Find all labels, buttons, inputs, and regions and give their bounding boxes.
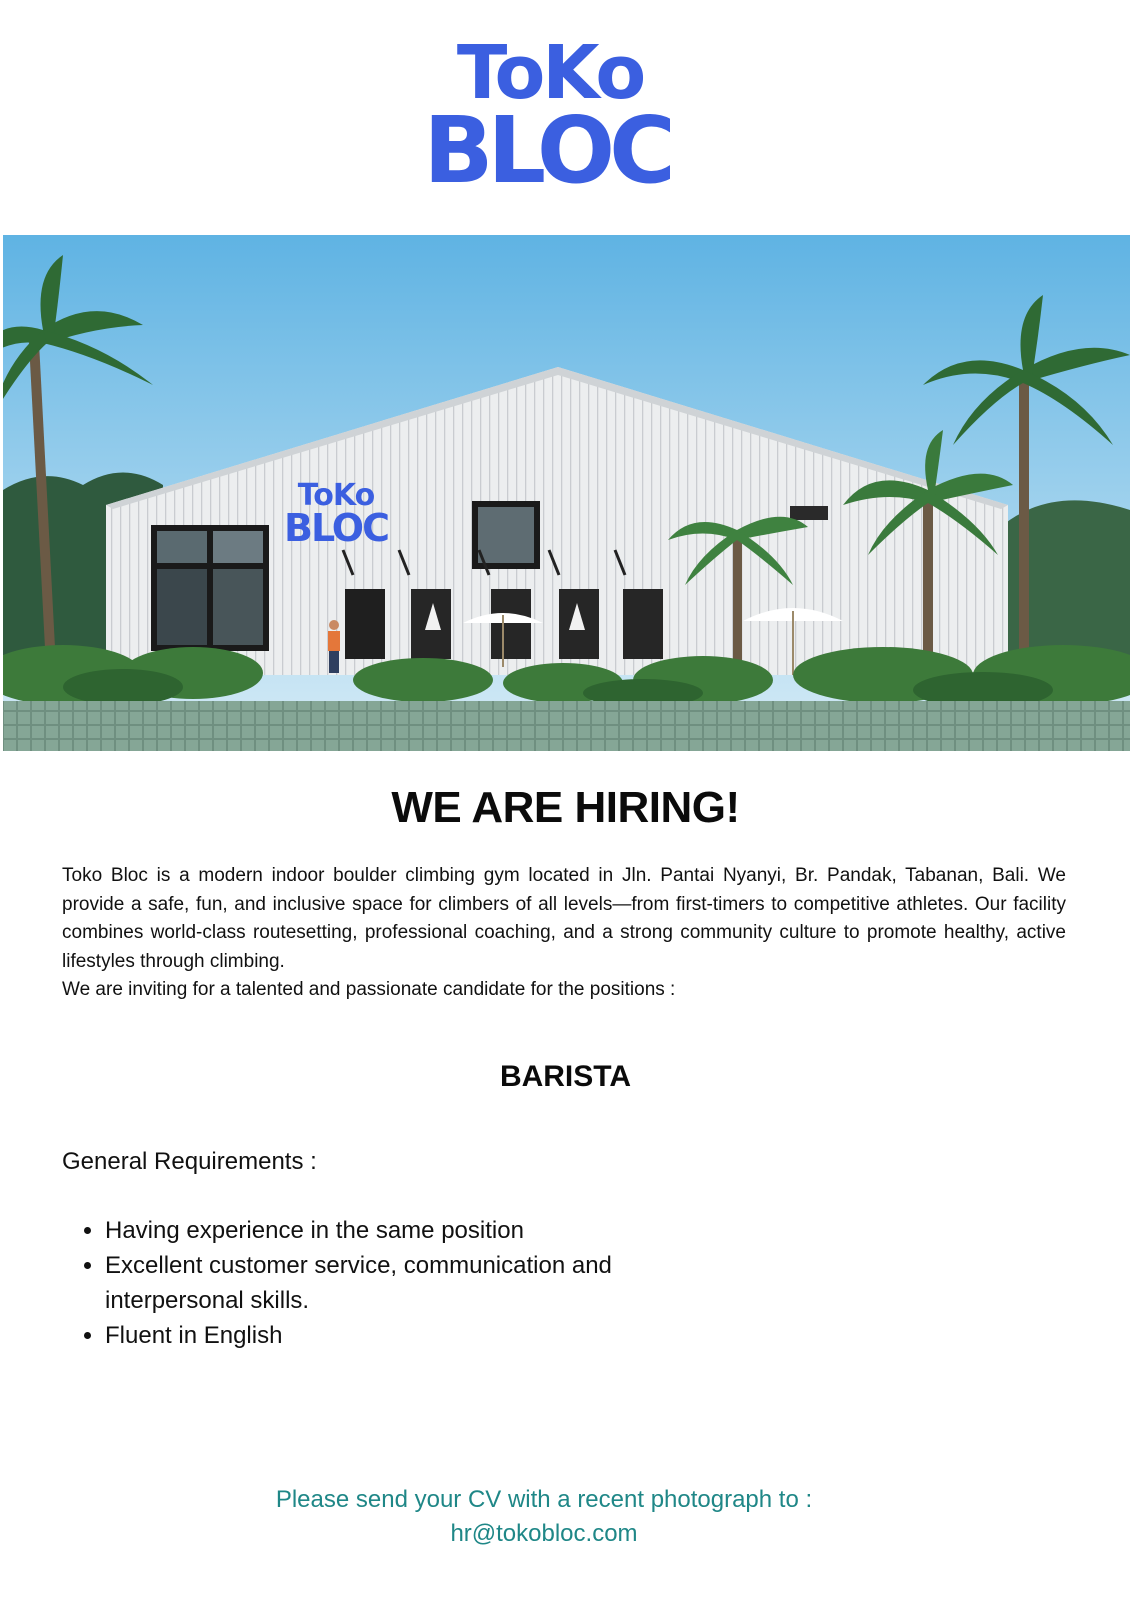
logo-line2: BLOC	[430, 97, 670, 195]
toko-bloc-logo	[430, 30, 670, 195]
list-item: • Fluent in English	[105, 1318, 705, 1353]
building-sign-line2: BLOC	[283, 506, 389, 550]
requirements-heading: General Requirements :	[62, 1148, 317, 1175]
building-photo	[3, 235, 1130, 751]
contact-email[interactable]: hr@tokobloc.com	[450, 1520, 638, 1547]
requirements-list	[62, 1213, 705, 1353]
building-sign-line1: ToKo	[297, 478, 375, 513]
intro-paragraph: Toko Bloc is a modern indoor boulder climbing gym located in Jln. Pantai Nyanyi, Br. Pandak, Tabanan, Bali. We provide a safe, fun, and inclusive space for climbers of all levels—from first-timers to competitive athletes. Our facility combines world-class routesetting, professional coaching, and a strong community culture to promote healthy, active lifestyles through climbing.	[62, 865, 1066, 972]
position-title: BARISTA	[499, 1060, 632, 1093]
page-title: WE ARE HIRING!	[391, 783, 740, 832]
contact-instruction: Please send your CV with a recent photograph to :	[275, 1486, 813, 1513]
invitation-text: We are inviting for a talented and passionate candidate for the positions :	[62, 979, 676, 1000]
contact-info	[0, 1483, 1088, 1551]
list-item: • Excellent customer service, communication and interpersonal skills.	[105, 1248, 705, 1318]
logo-line1: ToKo	[456, 30, 644, 116]
list-item: • Having experience in the same position	[105, 1213, 705, 1248]
company-intro	[62, 862, 1066, 1005]
